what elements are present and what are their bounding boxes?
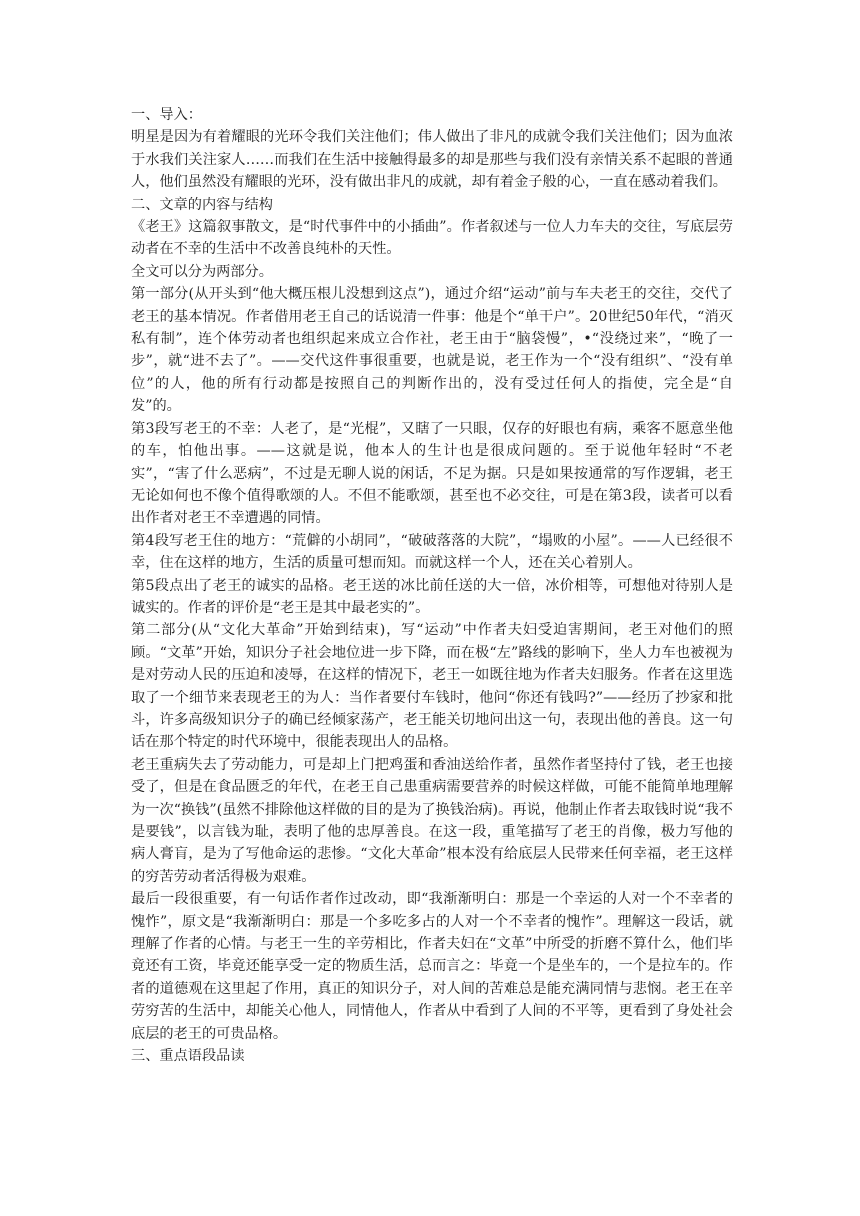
- paragraph-last-section: 最后一段很重要，有一句话作者作过改动，即“我渐渐明白：那是一个幸运的人对一个不幸者的愧怍”，原文是“我渐渐明白：那是一个多吃多占的人对一个不幸者的愧怍”。理解这一段话，就理解了作者的心情。与老王一生的辛劳相比，作者夫妇在“文革”中所受的折磨不算什么，他们毕竟还有工资，毕竟还能享受一定的物质生活，总而言之：毕竟一个是坐车的，一个是拉车的。作者的道德观在这里起了作用，真正的知识分子，对人间的苦难总是能充满同情与悲悯。老王在辛劳穷苦的生活中，却能关心他人，同情他人，作者从中看到了人间的不平等，更看到了身处社会底层的老王的可贵品格。: [131, 891, 733, 1042]
- paragraph-section-3: 第3段写老王的不幸：人老了，是“光棍”，又瞎了一只眼，仅存的好眼也有病，乘客不愿意坐他的车，怕他出事。——这就是说，他本人的生计也是很成问题的。至于说他年轻时“不老实”，“害了什么恶病”，不过是无聊人说的闲话，不足为据。只是如果按通常的写作逻辑，老王无论如何也不像个值得歌颂的人。不但不能歌颂，甚至也不必交往，可是在第3段，读者可以看出作者对老王不幸遭遇的同情。: [131, 420, 733, 527]
- section-heading-structure: 二、文章的内容与结构: [131, 196, 273, 213]
- paragraph-illness: 老王重病失去了劳动能力，可是却上门把鸡蛋和香油送给作者，虽然作者坚持付了钱，老王也接受了，但是在食品匮乏的年代，在老王自己患重病需要营养的时候这样做，可能不能简单地理解为一次“换钱”(虽然不排除他这样做的目的是为了换钱治病)。再说，他制止作者去取钱时说“我不是要钱”，以言钱为耻，表明了他的忠厚善良。在这一段，重笔描写了老王的肖像，极力写他的病人膏肓，是为了写他命运的悲惨。“文化大革命”根本没有给底层人民带来任何幸福，老王这样的穷苦劳动者活得极为艰难。: [131, 756, 733, 885]
- section-heading-reading: 三、重点语段品读: [131, 1048, 245, 1065]
- paragraph-summary: 《老王》这篇叙事散文，是“时代事件中的小插曲”。作者叙述与一位人力车夫的交往，写底层劳动者在不幸的生活中不改善良纯朴的天性。: [131, 219, 733, 258]
- paragraph-section-5: 第5段点出了老王的诚实的品格。老王送的冰比前任送的大一倍，冰价相等，可想他对待别人是诚实的。作者的评价是“老王是其中最老实的”。: [131, 577, 733, 616]
- paragraph-part-two: 第二部分(从“文化大革命”开始到结束)，写“运动”中作者夫妇受迫害期间，老王对他们的照顾。“文革”开始，知识分子社会地位进一步下降，而在极“左”路线的影响下，坐人力车也被视为是对劳动人民的压迫和凌辱，在这样的情况下，老王一如既往地为作者夫妇服务。作者在这里选取了一个细节来表现老王的为人：当作者要付车钱时，他问“你还有钱吗?”——经历了抄家和批斗，许多高级知识分子的确已经倾家荡产，老王能关切地问出这一句，表现出他的善良。这一句话在那个特定的时代环境中，很能表现出人的品格。: [131, 622, 733, 751]
- paragraph-division: 全文可以分为两部分。: [131, 263, 273, 280]
- section-heading-intro: 一、导入：: [131, 107, 202, 123]
- paragraph-part-one: 第一部分(从开头到“他大概压根儿没想到这点”)，通过介绍“运动”前与车夫老王的交往，交代了老王的基本情况。作者借用老王自己的话说清一件事：他是个“单干户”。20世纪50年代，“消灭私有制”，连个体劳动者也组织起来成立合作社，老王由于“脑袋慢”，•“没绕过来”，“晚了一步”，就“进不去了”。——交代这件事很重要，也就是说，老王作为一个“没有组织”、“没有单位”的人，他的所有行动都是按照自己的判断作出的，没有受过任何人的指使，完全是“自发”的。: [131, 286, 733, 415]
- paragraph-intro: 明星是因为有着耀眼的光环令我们关注他们；伟人做出了非凡的成就令我们关注他们；因为血浓于水我们关注家人……而我们在生活中接触得最多的却是那些与我们没有亲情关系不起眼的普通人，他们虽然没有耀眼的光环，没有做出非凡的成就，却有着金子般的心，一直在感动着我们。: [131, 129, 733, 191]
- document-page: [131, 104, 733, 1067]
- paragraph-section-4: 第4段写老王住的地方：“荒僻的小胡同”，“破破落落的大院”，“塌败的小屋”。——人已经很不幸，住在这样的地方，生活的质量可想而知。而就这样一个人，还在关心着别人。: [131, 532, 733, 572]
